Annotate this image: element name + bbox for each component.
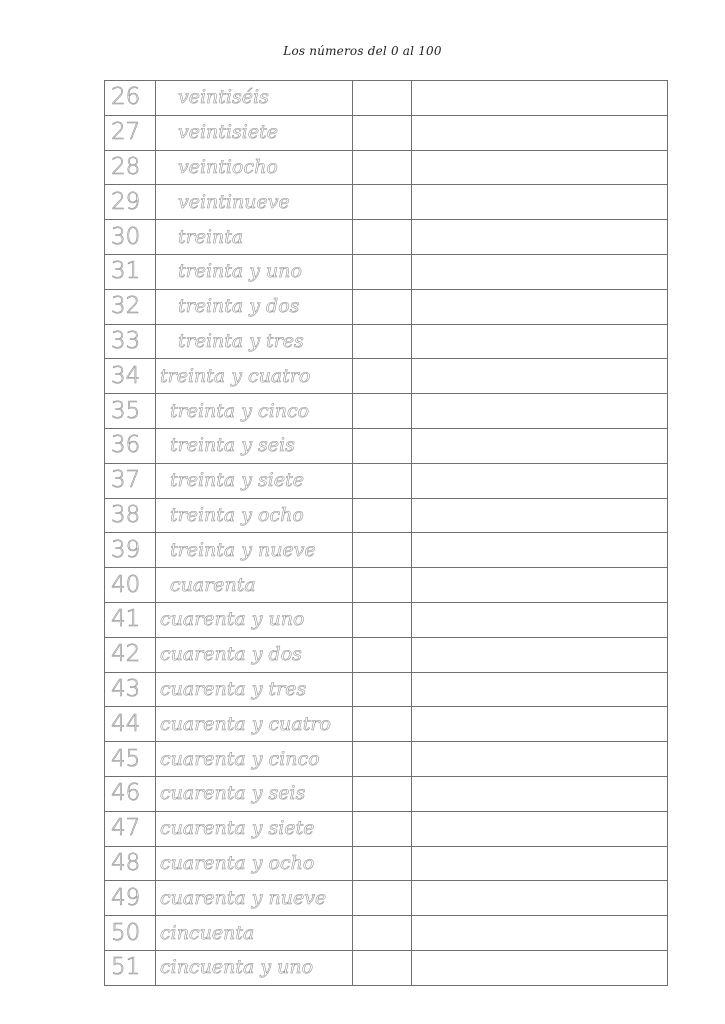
blank-answer-cell — [353, 150, 412, 185]
number-cell: 38 — [105, 498, 156, 533]
blank-answer-cell — [353, 881, 412, 916]
blank-writing-cell — [412, 776, 668, 811]
table-row — [105, 115, 668, 150]
table-row — [105, 742, 668, 777]
tracing-word-cell: cuarenta y dos — [156, 637, 353, 672]
table-row — [105, 81, 668, 116]
number-cell: 30 — [105, 220, 156, 255]
table-row — [105, 185, 668, 220]
table-row — [105, 811, 668, 846]
number-cell: 51 — [105, 950, 156, 985]
tracing-word-cell: treinta y uno — [156, 254, 353, 289]
blank-answer-cell — [353, 220, 412, 255]
table-row — [105, 463, 668, 498]
table-row — [105, 359, 668, 394]
blank-writing-cell — [412, 637, 668, 672]
blank-answer-cell — [353, 602, 412, 637]
blank-answer-cell — [353, 811, 412, 846]
table-row — [105, 776, 668, 811]
tracing-word-cell: cuarenta y cinco — [156, 742, 353, 777]
table-row — [105, 289, 668, 324]
blank-answer-cell — [353, 289, 412, 324]
blank-writing-cell — [412, 463, 668, 498]
blank-writing-cell — [412, 254, 668, 289]
table-row — [105, 150, 668, 185]
tracing-word-cell: treinta y siete — [156, 463, 353, 498]
tracing-word-cell: treinta y cuatro — [156, 359, 353, 394]
number-cell: 39 — [105, 533, 156, 568]
blank-answer-cell — [353, 115, 412, 150]
table-row — [105, 428, 668, 463]
blank-writing-cell — [412, 672, 668, 707]
table-row — [105, 254, 668, 289]
blank-answer-cell — [353, 81, 412, 116]
blank-answer-cell — [353, 394, 412, 429]
number-cell: 28 — [105, 150, 156, 185]
number-cell: 48 — [105, 846, 156, 881]
tracing-word-cell: cincuenta y uno — [156, 950, 353, 985]
tracing-word-cell: treinta y ocho — [156, 498, 353, 533]
tracing-word-cell: treinta — [156, 220, 353, 255]
table-row — [105, 672, 668, 707]
blank-writing-cell — [412, 324, 668, 359]
blank-answer-cell — [353, 672, 412, 707]
table-row — [105, 916, 668, 951]
blank-writing-cell — [412, 568, 668, 603]
tracing-word-cell: cuarenta y ocho — [156, 846, 353, 881]
table-body — [105, 81, 668, 986]
number-cell: 46 — [105, 776, 156, 811]
blank-answer-cell — [353, 254, 412, 289]
blank-writing-cell — [412, 150, 668, 185]
tracing-word-cell: cincuenta — [156, 916, 353, 951]
blank-answer-cell — [353, 707, 412, 742]
tracing-word-cell: cuarenta y nueve — [156, 881, 353, 916]
number-cell: 35 — [105, 394, 156, 429]
number-cell: 26 — [105, 81, 156, 116]
table-row — [105, 324, 668, 359]
blank-writing-cell — [412, 533, 668, 568]
tracing-word-cell: veintiséis — [156, 81, 353, 116]
blank-answer-cell — [353, 637, 412, 672]
number-words-table — [104, 80, 668, 986]
blank-answer-cell — [353, 568, 412, 603]
blank-answer-cell — [353, 498, 412, 533]
blank-answer-cell — [353, 185, 412, 220]
table-row — [105, 637, 668, 672]
blank-writing-cell — [412, 81, 668, 116]
table-row — [105, 602, 668, 637]
number-cell: 31 — [105, 254, 156, 289]
blank-answer-cell — [353, 533, 412, 568]
number-cell: 49 — [105, 881, 156, 916]
number-cell: 33 — [105, 324, 156, 359]
blank-answer-cell — [353, 324, 412, 359]
number-cell: 43 — [105, 672, 156, 707]
number-cell: 37 — [105, 463, 156, 498]
table-row — [105, 846, 668, 881]
blank-writing-cell — [412, 602, 668, 637]
blank-writing-cell — [412, 289, 668, 324]
tracing-word-cell: cuarenta y siete — [156, 811, 353, 846]
number-cell: 34 — [105, 359, 156, 394]
tracing-word-cell: treinta y dos — [156, 289, 353, 324]
table-row — [105, 498, 668, 533]
page-title: Los números del 0 al 100 — [283, 44, 442, 58]
tracing-word-cell: cuarenta y cuatro — [156, 707, 353, 742]
blank-answer-cell — [353, 950, 412, 985]
table-row — [105, 394, 668, 429]
blank-writing-cell — [412, 359, 668, 394]
tracing-word-cell: treinta y nueve — [156, 533, 353, 568]
blank-writing-cell — [412, 707, 668, 742]
table-row — [105, 568, 668, 603]
number-cell: 32 — [105, 289, 156, 324]
blank-writing-cell — [412, 394, 668, 429]
tracing-word-cell: treinta y seis — [156, 428, 353, 463]
table-row — [105, 950, 668, 985]
tracing-word-cell: cuarenta y seis — [156, 776, 353, 811]
number-cell: 41 — [105, 602, 156, 637]
blank-answer-cell — [353, 916, 412, 951]
number-cell: 29 — [105, 185, 156, 220]
blank-writing-cell — [412, 742, 668, 777]
blank-writing-cell — [412, 498, 668, 533]
blank-answer-cell — [353, 359, 412, 394]
blank-writing-cell — [412, 220, 668, 255]
blank-answer-cell — [353, 742, 412, 777]
blank-writing-cell — [412, 185, 668, 220]
number-cell: 40 — [105, 568, 156, 603]
tracing-word-cell: veintiocho — [156, 150, 353, 185]
tracing-word-cell: treinta y tres — [156, 324, 353, 359]
blank-answer-cell — [353, 428, 412, 463]
tracing-word-cell: treinta y cinco — [156, 394, 353, 429]
tracing-word-cell: cuarenta — [156, 568, 353, 603]
tracing-word-cell: cuarenta y tres — [156, 672, 353, 707]
blank-writing-cell — [412, 811, 668, 846]
blank-writing-cell — [412, 916, 668, 951]
number-cell: 45 — [105, 742, 156, 777]
blank-writing-cell — [412, 950, 668, 985]
table-row — [105, 220, 668, 255]
tracing-word-cell: veintisiete — [156, 115, 353, 150]
table-row — [105, 881, 668, 916]
blank-writing-cell — [412, 846, 668, 881]
tracing-word-cell: veintinueve — [156, 185, 353, 220]
tracing-word-cell: cuarenta y uno — [156, 602, 353, 637]
blank-writing-cell — [412, 115, 668, 150]
number-cell: 42 — [105, 637, 156, 672]
number-cell: 44 — [105, 707, 156, 742]
number-cell: 50 — [105, 916, 156, 951]
number-cell: 27 — [105, 115, 156, 150]
table-row — [105, 533, 668, 568]
number-cell: 47 — [105, 811, 156, 846]
blank-answer-cell — [353, 776, 412, 811]
blank-writing-cell — [412, 881, 668, 916]
blank-writing-cell — [412, 428, 668, 463]
number-cell: 36 — [105, 428, 156, 463]
table-row — [105, 707, 668, 742]
blank-answer-cell — [353, 463, 412, 498]
blank-answer-cell — [353, 846, 412, 881]
